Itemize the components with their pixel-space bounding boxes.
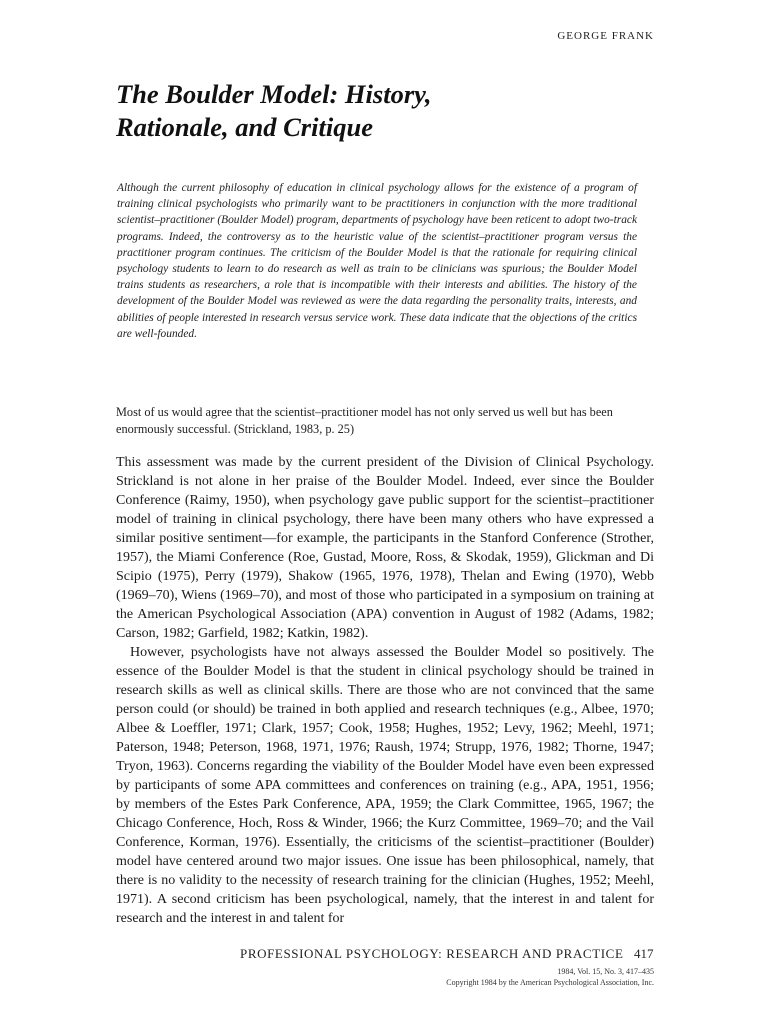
footer-page-number: 417 [634,946,654,961]
body-paragraph-2: However, psychologists have not always assessed the Boulder Model so positively. The essence of the Boulder Model is that the student in clinical psychology should be trained in research skills as well as clinical skills. There are those who are not convinced that the same person could (or should) be trained in both applied and research techniques (e.g., Albee, 1970; Albee & Loeffler, 1971; Clark, 1957; Cook, 1958; Hughes, 1952; Levy, 1962; Meehl, 1971; Paterson, 1948; Peterson, 1968, 1971, 1976; Raush, 1974; Strupp, 1976, 1982; Thorne, 1947; Tryon, 1963). Concerns regarding the viability of the Boulder Model have even been expressed by participants of some APA committees and conferences on training (e.g., APA, 1951, 1956; by members of the Estes Park Conference, APA, 1959; the Clark Committee, 1965, 1967; the Chicago Conference, Hoch, Ross & Winder, 1966; the Kurz Committee, 1969–70; and the Vail Conference, Korman, 1976). Essentially, the criticisms of the scientist–practitioner (Boulder) model have centered around two major issues. One issue has been philosophical, namely, that there is no validity to the necessity of research training for the clinician (Hughes, 1952; Meehl, 1971). A second criticism has been psychological, namely, that the interest in and talent for research and the interest in and talent for [116,645,654,926]
article-title-line-2: Rationale, and Critique [116,112,373,142]
footer-volume-info: 1984, Vol. 15, No. 3, 417–435 [557,967,654,976]
article-body [116,453,654,928]
body-paragraph-1: This assessment was made by the current president of the Division of Clinical Psychology. Strickland is not alone in her praise of the Boulder Model. Indeed, ever since the Boulder Conference (Raimy, 1950), when psychology gave public support for the scientist–practitioner model of training in clinical psychology, there have been many others who have expressed a similar positive sentiment—for example, the participants in the Stanford Conference (Strother, 1957), the Miami Conference (Roe, Gustad, Moore, Ross, & Skodak, 1959), Glickman and Di Scipio (1975), Perry (1979), Shakow (1965, 1976, 1978), Thelan and Ewing (1970), Webb (1969–70), Wiens (1969–70), and most of those who participated in a symposium on training at the American Psychological Association (APA) convention in August of 1982 (Adams, 1982; Carson, 1982; Garfield, 1982; Katkin, 1982). [116,455,654,641]
running-head-author: GEORGE FRANK [557,30,654,42]
footer-journal-name: PROFESSIONAL PSYCHOLOGY: RESEARCH AND PRACTICE [240,946,624,961]
footer-copyright: Copyright 1984 by the American Psychological Association, Inc. [446,978,654,987]
epigraph-quote: Most of us would agree that the scientist–practitioner model has not only served us well but has been enormously successful. (Strickland, 1983, p. 25) [116,405,613,436]
article-title [116,78,676,144]
article-abstract: Although the current philosophy of education in clinical psychology allows for the existence of a program of training clinical psychologists who primarily want to be practitioners in conjunction with the more traditional scientist–practitioner (Boulder Model) program, departments of psychology have been reticent to adopt two-track programs. Indeed, the controversy as to the heuristic value of the scientist–practitioner program versus the practitioner program continues. The criticism of the Boulder Model is that the rationale for requiring clinical psychology students to learn to do research as well as train to be clinicians was spurious; the Boulder Model trains students as researchers, a role that is incompatible with their interests and abilities. The history of the development of the Boulder Model was reviewed as were the data regarding the personality traits, interests, and abilities of people interested in research versus service work. These data indicate that the objections of the critics are well-founded. [117,182,637,340]
article-title-line-1: The Boulder Model: History, [116,79,432,109]
